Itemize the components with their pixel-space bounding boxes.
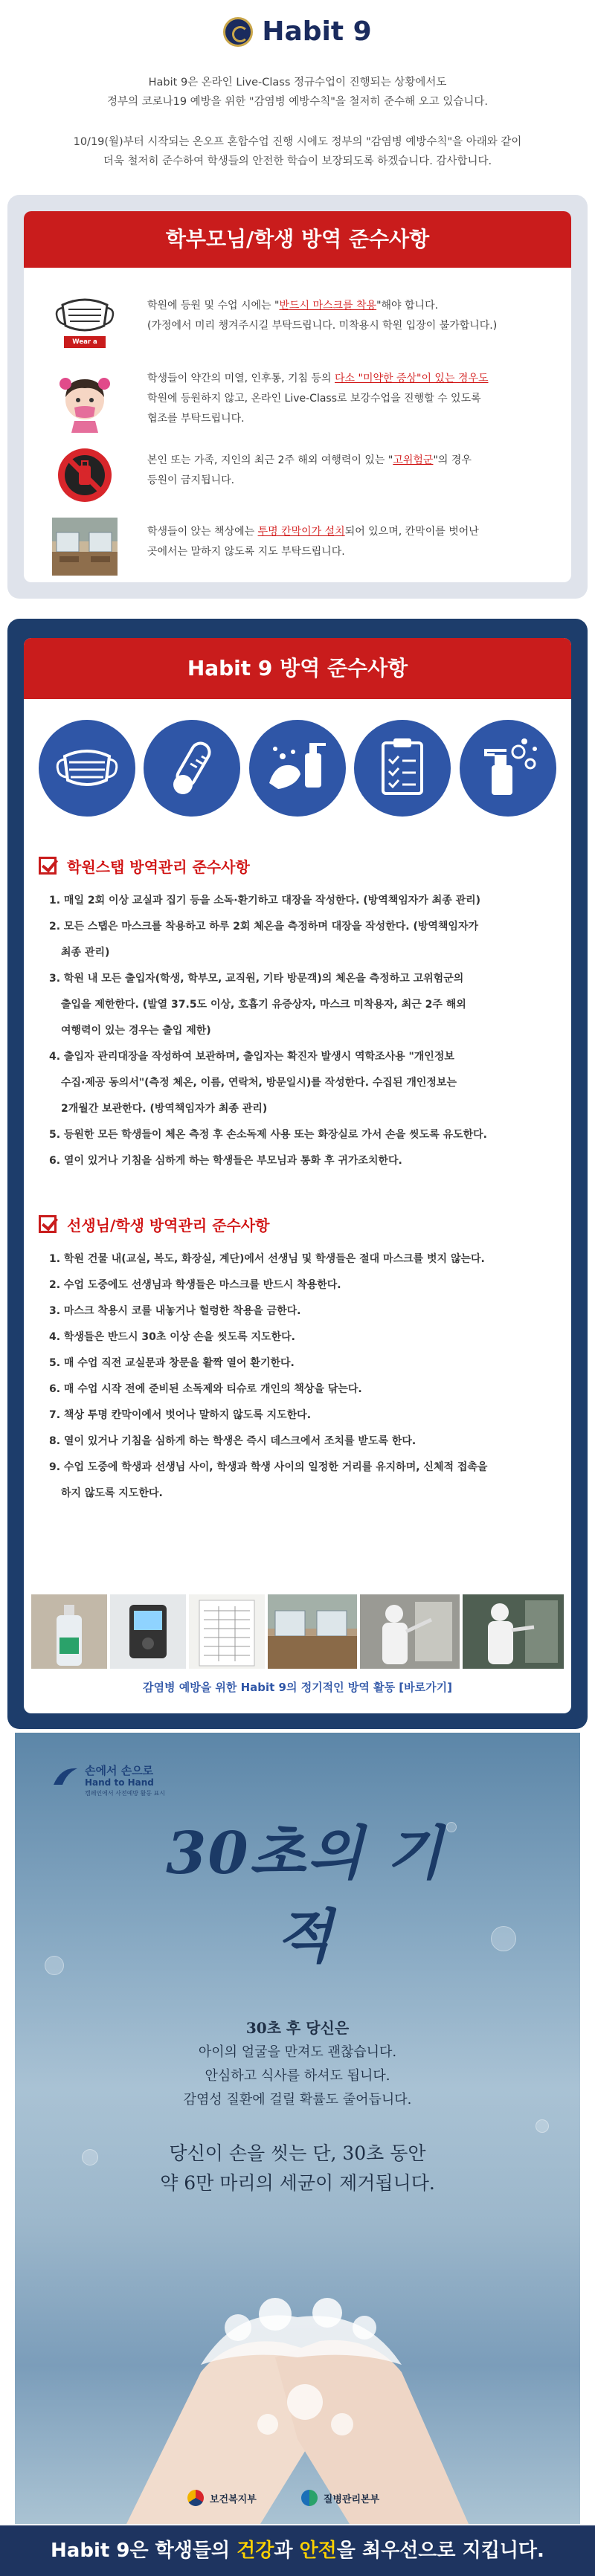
list-item: 9. 수업 도중에 학생과 선생님 사이, 학생과 학생 사이의 일정한 거리를 유지하며, 신체적 접촉을 [49, 1461, 488, 1473]
water-drop-decor [45, 1956, 64, 1975]
ministry-emblem-icon [187, 2490, 204, 2506]
checklist-icon [354, 720, 451, 817]
list-item: 최종 관리) [61, 947, 110, 959]
rule-symptoms [52, 369, 558, 440]
rule-mask [52, 286, 558, 357]
list-item: 3. 학원 내 모든 출입자(학생, 학부모, 교직원, 기타 방문객)의 체온을 측정하고 고위험군의 [49, 973, 464, 985]
intro-para-1 [45, 73, 550, 112]
staff-rules-heading: 학원스탭 방역관리 준수사항 [39, 855, 250, 877]
rule-symptoms-text: 학생들이 약간의 미열, 인후통, 기침 등의 다소 "미약한 증상"이 있는 경우도 학원에 등원하지 않고, 온라인 Live-Class로 보강수업을 진행할 수 있도록 협조를 부탁드립니다. [147, 373, 489, 425]
disinfection-worker-photo-2 [463, 1594, 564, 1669]
poster-title: 30초의 기적 [166, 1820, 444, 1971]
mask-label: Wear a mask [72, 338, 97, 356]
intro-line: 정부의 코로나19 예방을 위한 "감염병 예방수칙"을 철저히 준수해 오고 있습니다. [106, 96, 489, 108]
poster-body: 30초 후 당신은 아이의 얼굴을 만져도 괜찮습니다. 안심하고 식사를 하셔도 됩니다. 감염성 질환에 걸릴 확률도 줄어듭니다. 당신이 손을 씻는 단, 30초 동안 약 6만 마리의 세균이 제거됩니다. [160, 2019, 435, 2194]
kcdc-logo: 질병관리본부 [301, 2490, 379, 2506]
washing-hands-illustration [15, 2246, 580, 2524]
habit-rules-title: Habit 9 방역 준수사항 [24, 638, 571, 699]
sponsor-logos [187, 2490, 379, 2506]
handwash-poster [15, 1733, 580, 2524]
prevention-icons-row [39, 720, 556, 817]
ministry-logo: 보건복지부 [187, 2490, 257, 2506]
log-sheet-photo [189, 1594, 265, 1669]
checkbox-icon [39, 1215, 57, 1233]
water-drop-decor [446, 1822, 457, 1832]
habit-rules-panel [7, 619, 588, 1729]
kcdc-emblem-icon [301, 2490, 318, 2506]
thermometer-photo [110, 1594, 186, 1669]
footer-banner: Habit 9은 학생들의 건강과 안전을 최우선으로 지킵니다. [0, 2525, 595, 2576]
intro-line: 더욱 철저히 준수하여 학생들의 안전한 학습이 보장되도록 하겠습니다. 감사합니다. [103, 155, 492, 167]
disinfect-spray-icon [460, 720, 556, 817]
list-item: 2개월간 보관한다. (방역책임자가 최종 관리) [61, 1103, 268, 1115]
brand-logo[interactable] [0, 16, 595, 50]
list-item: 하지 않도록 지도한다. [61, 1487, 163, 1499]
mask-icon [52, 292, 118, 356]
parents-rules-panel [7, 195, 588, 599]
sanitizer-photo [31, 1594, 107, 1669]
thermometer-icon [144, 720, 240, 817]
list-item: 2. 모든 스탭은 마스크를 착용하고 하루 2회 체온을 측정하며 대장을 작성한다. (방역책임자가 [49, 921, 478, 933]
list-item: 수집·제공 동의서"(측정 체온, 이름, 연락처, 방문일시)를 작성한다. 수집된 개인정보는 [61, 1077, 457, 1089]
intro-line: 10/19(월)부터 시작되는 온오프 혼합수업 진행 시에도 정부의 "감염병 예방수칙"을 아래와 같이 [73, 136, 522, 148]
intro-line: Habit 9은 온라인 Live-Class 정규수업이 진행되는 상황에서도 [148, 77, 447, 88]
disinfection-worker-photo-1 [360, 1594, 460, 1669]
disinfection-activity-link[interactable]: 감염병 예방을 위한 Habit 9의 정기적인 방역 활동 [바로가기] [143, 1681, 452, 1694]
list-item: 5. 등원한 모든 학생들이 체온 측정 후 손소독제 사용 또는 화장실로 가서 손을 씻도록 유도한다. [49, 1129, 488, 1141]
sick-child-icon [52, 375, 118, 433]
list-item: 8. 열이 있거나 기침을 심하게 하는 학생은 즉시 데스크에서 조치를 받도록 한다. [49, 1435, 416, 1447]
rule-mask-text: 학원에 등원 및 수업 시에는 "반드시 마스크를 착용"해야 합니다. (가정에서 미리 챙겨주시길 부탁드립니다. 미착용시 학원 입장이 불가합니다.) [147, 300, 498, 332]
list-item: 3. 마스크 착용시 코를 내놓거나 헐렁한 착용을 금한다. [49, 1305, 301, 1317]
no-travel-icon [52, 446, 118, 504]
classroom-partition-photo [52, 518, 118, 576]
list-item: 1. 학원 건물 내(교실, 복도, 화장실, 계단)에서 선생님 및 학생들은 절대 마스크를 벗지 않는다. [49, 1253, 485, 1265]
checkbox-icon [39, 857, 57, 875]
list-item: 7. 책상 투명 칸막이에서 벗어나 말하지 않도록 지도한다. [49, 1409, 312, 1421]
list-item: 여행력이 있는 경우는 출입 제한) [61, 1025, 211, 1037]
teacher-rules-list [49, 1246, 555, 1507]
mask-circle-icon [39, 720, 135, 817]
parents-rules-title: 학부모님/학생 방역 준수사항 [24, 211, 571, 268]
rule-travel-text: 본인 또는 가족, 지인의 최근 2주 해외 여행력이 있는 "고위험군"의 경우 등원이 금지됩니다. [147, 454, 472, 486]
rule-travel [52, 440, 558, 512]
classroom-photo [268, 1594, 357, 1669]
hand-wash-icon [249, 720, 346, 817]
list-item: 1. 매일 2회 이상 교실과 집기 등을 소독·환기하고 대장을 작성한다. (방역책임자가 최종 관리) [49, 895, 481, 907]
brand-name: Habit 9 [262, 16, 372, 47]
disinfection-photos[interactable] [31, 1594, 564, 1669]
campaign-hand-icon [51, 1762, 80, 1792]
list-item: 4. 학생들은 반드시 30초 이상 손을 씻도록 지도한다. [49, 1331, 295, 1343]
list-item: 6. 매 수업 시작 전에 준비된 소독제와 티슈로 개인의 책상을 닦는다. [49, 1383, 362, 1395]
list-item: 4. 출입자 관리대장을 작성하여 보관하며, 출입자는 확진자 발생시 역학조사용 "개인정보 [49, 1051, 454, 1063]
parents-rules-card [24, 211, 571, 582]
campaign-logo: 손에서 손으로 Hand to Hand 캠페인에서 사전예방 활동 표시 [51, 1762, 80, 1795]
logo-emblem-icon [223, 17, 253, 47]
water-drop-decor [491, 1926, 516, 1951]
habit-rules-card [24, 638, 571, 1713]
intro-para-2 [45, 132, 550, 171]
list-item: 2. 수업 도중에도 선생님과 학생들은 마스크를 반드시 착용한다. [49, 1279, 341, 1291]
list-item: 출입을 제한한다. (발열 37.5도 이상, 호흡기 유증상자, 마스크 미착용자, 최근 2주 해외 [61, 999, 466, 1011]
list-item: 6. 열이 있거나 기침을 심하게 하는 학생들은 부모님과 통화 후 귀가조치한다. [49, 1155, 402, 1167]
list-item: 5. 매 수업 직전 교실문과 창문을 활짝 열어 환기한다. [49, 1357, 295, 1369]
staff-rules-list [49, 888, 555, 1174]
rule-partition-text: 학생들이 앉는 책상에는 투명 칸막이가 설치되어 있으며, 칸막이를 벗어난 곳에서는 말하지 않도록 지도 부탁드립니다. [147, 526, 479, 558]
rule-partition [52, 512, 558, 582]
teacher-rules-heading: 선생님/학생 방역관리 준수사항 [39, 1214, 269, 1235]
